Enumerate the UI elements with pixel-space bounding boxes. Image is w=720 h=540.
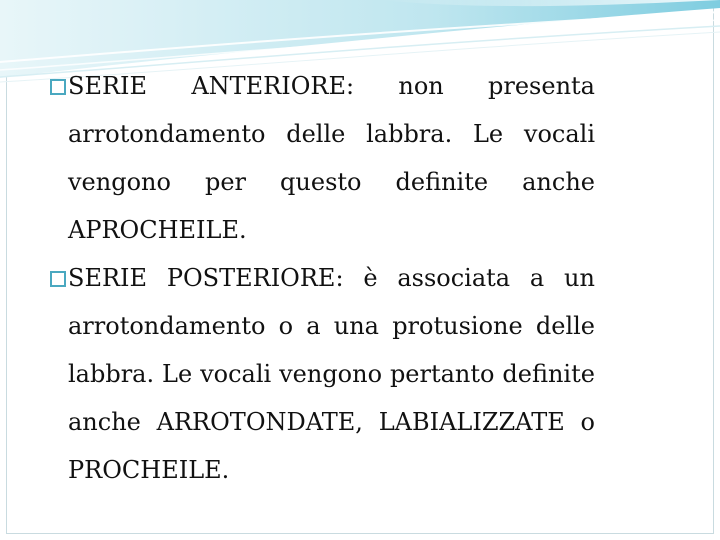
word-text: arrotondamento xyxy=(68,312,266,340)
word-text: pertanto xyxy=(389,360,495,388)
word xyxy=(68,302,265,350)
word-text: Le xyxy=(472,120,504,148)
text-line xyxy=(50,254,595,302)
text-line xyxy=(50,398,595,446)
word xyxy=(379,398,565,446)
word-text: PROCHEILE. xyxy=(68,456,230,484)
word xyxy=(398,62,443,110)
bullet-paragraph xyxy=(50,254,595,494)
word-text: labbra. xyxy=(366,120,453,148)
word-text: associata xyxy=(397,264,511,292)
word xyxy=(524,110,595,158)
word xyxy=(390,350,495,398)
word xyxy=(68,398,141,446)
word xyxy=(488,62,595,110)
word xyxy=(306,302,320,350)
word-text: SERIE xyxy=(68,72,148,100)
word-text: arrotondamento xyxy=(68,120,266,148)
word-text: a xyxy=(529,264,545,292)
text-line xyxy=(50,302,595,350)
word-text: è xyxy=(363,264,378,292)
word xyxy=(205,158,246,206)
word xyxy=(200,350,271,398)
word-text: vengono xyxy=(68,168,171,196)
word-text: definite xyxy=(395,168,489,196)
square-bullet-icon xyxy=(50,79,66,95)
text-line xyxy=(50,110,595,158)
word xyxy=(162,350,192,398)
text-line xyxy=(50,62,595,110)
word-text: APROCHEILE. xyxy=(68,216,247,244)
word-text: vengono xyxy=(279,360,383,388)
word-text: ARROTONDATE, xyxy=(156,408,363,436)
word-text: POSTERIORE: xyxy=(166,264,344,292)
word xyxy=(334,302,379,350)
word-text: a xyxy=(306,312,321,340)
word xyxy=(280,158,361,206)
word xyxy=(502,350,595,398)
word xyxy=(530,254,544,302)
word-text: labbra. xyxy=(68,360,155,388)
word xyxy=(366,110,452,158)
square-bullet-icon xyxy=(50,271,66,287)
slide-body xyxy=(50,62,595,494)
word-text: non xyxy=(398,72,444,100)
text-line xyxy=(50,158,595,206)
word xyxy=(392,302,523,350)
word xyxy=(581,398,595,446)
word-text: ANTERIORE: xyxy=(191,72,355,100)
word-text: LABIALIZZATE xyxy=(378,408,565,436)
word xyxy=(396,158,489,206)
word-text: presenta xyxy=(488,72,595,100)
word xyxy=(68,158,171,206)
word xyxy=(397,254,510,302)
word-text: questo xyxy=(280,168,362,196)
word xyxy=(279,350,382,398)
word xyxy=(473,110,503,158)
text-line xyxy=(50,350,595,398)
word xyxy=(50,62,147,110)
word-text: o xyxy=(278,312,294,340)
word xyxy=(50,254,147,302)
word-text: SERIE xyxy=(68,264,148,292)
word-text: delle xyxy=(286,120,346,148)
word xyxy=(68,350,154,398)
word xyxy=(68,206,247,254)
word xyxy=(68,446,229,494)
word-text: per xyxy=(204,168,247,196)
word xyxy=(68,110,265,158)
word-text: un xyxy=(564,264,595,292)
text-line xyxy=(50,446,595,494)
word xyxy=(157,398,363,446)
bullet-paragraph xyxy=(50,62,595,254)
word xyxy=(522,158,595,206)
word xyxy=(286,110,345,158)
word xyxy=(564,254,595,302)
word-text: vocali xyxy=(200,360,272,388)
word xyxy=(363,254,377,302)
word-text: anche xyxy=(68,408,141,436)
word-text: definite xyxy=(502,360,595,388)
word-text: o xyxy=(580,408,595,436)
word-text: protusione xyxy=(392,312,523,340)
word xyxy=(167,254,344,302)
text-line xyxy=(50,206,595,254)
word-text: delle xyxy=(535,312,595,340)
word xyxy=(536,302,595,350)
word-text: vocali xyxy=(523,120,595,148)
word xyxy=(191,62,354,110)
word-text: una xyxy=(333,312,379,340)
word-text: Le xyxy=(162,360,193,388)
word xyxy=(279,302,293,350)
word-text: anche xyxy=(522,168,595,196)
